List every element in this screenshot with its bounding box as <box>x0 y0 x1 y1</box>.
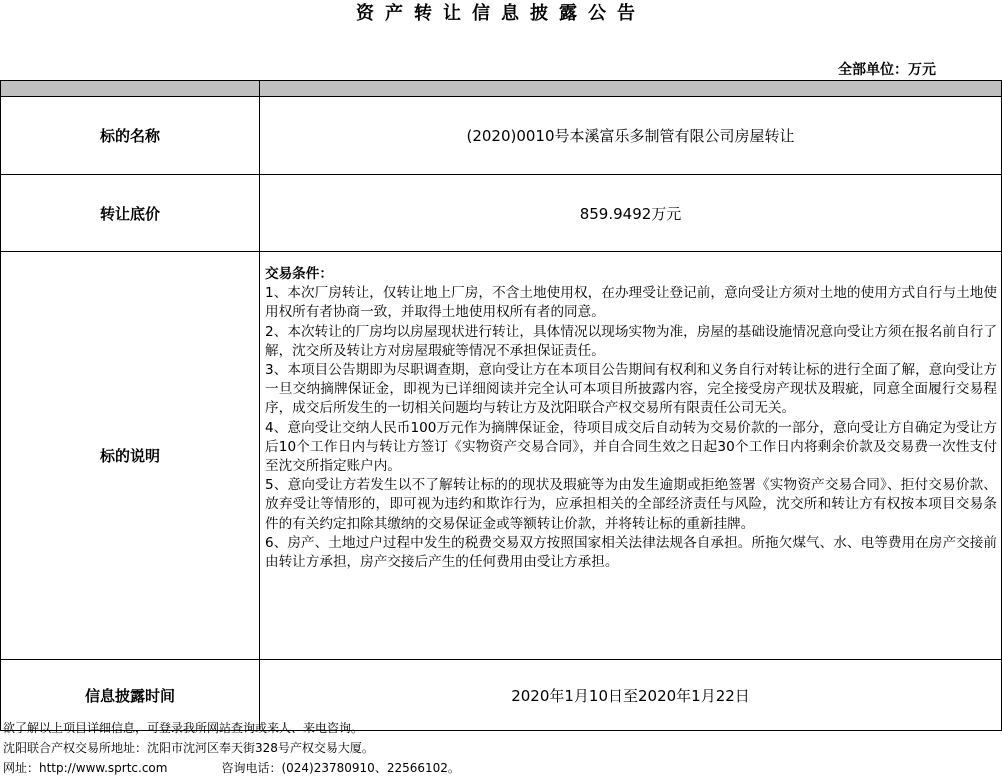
trade-condition-item: 3、本项目公告期即为尽职调查期，意向受让方在本项目公告期间有权利和义务自行对转让标的进行全面了解，意向受让方一旦交纳摘牌保证金，即视为已详细阅读并完全认可本项目所披露内容，完全接受房产现状及瑕疵，同意全面履行交易程序，成交后所发生的一切相关问题均与转让方及沈阳联合产权交易所有限责任公司无关。 <box>265 362 997 417</box>
footer-phone: 咨询电话：(024)23780910、22566102。 <box>221 761 460 775</box>
table-row-reserve-price <box>1 175 1002 252</box>
trade-conditions-heading: 交易条件： <box>265 266 333 282</box>
subject-name-value: (2020)0010号本溪富乐多制管有限公司房屋转让 <box>260 97 1002 175</box>
reserve-price-value: 859.9492万元 <box>260 175 1002 252</box>
trade-condition-item: 2、本次转让的厂房均以房屋现状进行转让，具体情况以现场实物为准，房屋的基础设施情况意向受让方须在报名前自行了解，沈交所及转让方对房屋瑕疵等情况不承担保证责任。 <box>265 323 997 359</box>
trade-condition-item: 6、房产、土地过户过程中发生的税费交易双方按照国家相关法律法规各自承担。所拖欠煤气、水、电等费用在房产交接前由转让方承担，房产交接后产生的任何费用由受让方承担。 <box>265 534 997 571</box>
trade-condition-item: 5、意向受让方若发生以不了解转让标的的现状及瑕疵等为由发生逾期或拒绝签署《实物资产交易合同》、拒付交易价款、放弃受让等情形的，即可视为违约和欺诈行为，应承担相关的全部经济责任与风险，沈交所和转让方有权按本项目交易条件的有关约定扣除其缴纳的交易保证金或等额转让价款，并将转让标的重新挂牌。 <box>265 477 997 532</box>
subject-name-label: 标的名称 <box>1 97 260 175</box>
footer-address: 沈阳联合产权交易所地址：沈阳市沈河区奉天街328号产权交易大厦。 <box>3 741 374 755</box>
header-cell-label <box>1 81 260 97</box>
disclosure-table <box>0 80 1002 731</box>
disclosure-time-label: 信息披露时间 <box>1 660 260 731</box>
footer-contact-line <box>3 758 460 778</box>
table-header-row <box>1 81 1002 97</box>
table-row-description <box>1 252 1002 660</box>
table-row-subject-name <box>1 97 1002 175</box>
description-label: 标的说明 <box>1 252 260 660</box>
disclosure-time-value: 2020年1月10日至2020年1月22日 <box>260 660 1002 731</box>
header-cell-value <box>260 81 1002 97</box>
trade-condition-item: 4、意向受让交纳人民币100万元作为摘牌保证金，待项目成交后自动转为交易价款的一部分，意向受让方自确定为受让方后10个工作日内与转让方签订《实物资产交易合同》，并自合同生效之日起30个工作日内将剩余价款及交易费一次性支付至沈交所指定账户内。 <box>265 419 997 475</box>
unit-label: 全部单位：万元 <box>838 62 936 78</box>
footer-info <box>3 718 460 778</box>
footer-website-link[interactable]: 网址：http://www.sprtc.com <box>3 761 168 775</box>
footer-inquiry-note: 欲了解以上项目详细信息，可登录我所网站查询或来人、来电咨询。 <box>3 721 364 735</box>
page-title: 资产转让信息披露公告 <box>356 3 646 24</box>
trade-condition-item: 1、本次厂房转让，仅转让地上厂房，不含土地使用权，在办理受让登记前，意向受让方须对土地的使用方式自行与土地使用权所有者协商一致，并取得土地使用权所有者的同意。 <box>265 285 997 321</box>
reserve-price-label: 转让底价 <box>1 175 260 252</box>
description-value <box>260 252 1002 660</box>
